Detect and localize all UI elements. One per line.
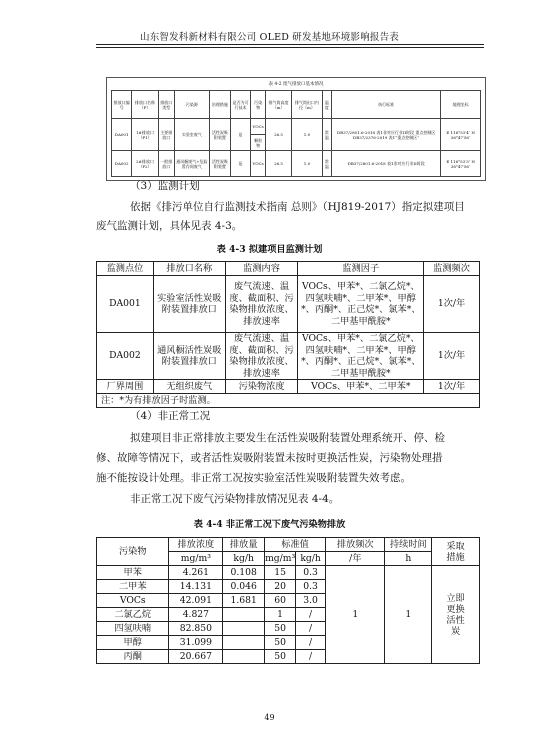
t42-header: 排放口名称（P） xyxy=(132,91,158,119)
t44-std-rate: 0.3 xyxy=(296,580,326,594)
t42-header: 排放口类型 xyxy=(158,91,174,119)
t44-conc: 14.131 xyxy=(169,580,223,594)
t44-std-rate: / xyxy=(296,608,326,622)
t43-cell: VOCs、甲苯*、二甲苯* xyxy=(298,380,424,394)
t44-unit-std-rate: kg/h xyxy=(296,552,326,566)
table-4-3-caption: 表 4-3 拟建项目监测计划 xyxy=(216,244,323,255)
t42-cell: 26.5 xyxy=(265,151,291,177)
header-rule-thin xyxy=(96,47,484,48)
t42-cell: 26.5 xyxy=(265,119,291,151)
t44-times: 1 xyxy=(326,566,385,664)
t42-cell: 1.0 xyxy=(292,151,323,177)
t42-cell: 常温 xyxy=(322,119,331,151)
t44-conc: 4.827 xyxy=(169,608,223,622)
t42-cell: 主要排放口 xyxy=(158,119,174,151)
t44-conc: 82.850 xyxy=(169,622,223,636)
t43-header: 监测点位 xyxy=(97,262,154,276)
t43-cell: VOCs、甲苯*、二氯乙烷*、四氢呋喃*、二甲苯*、甲醇*、丙酮*、正己烷*、氯苯*、二甲基甲酰胺* xyxy=(298,333,424,380)
t44-std-conc: 50 xyxy=(265,636,296,650)
table-4-2-image xyxy=(106,77,486,181)
t42-header: 地理坐标 xyxy=(441,91,481,119)
t44-header-pollutant: 污染物 xyxy=(97,538,169,566)
t42-cell: 一般排放口 xyxy=(158,151,174,177)
t44-rate xyxy=(223,608,265,622)
t44-std-rate: / xyxy=(296,622,326,636)
t42-cell: E 116°53′3″ N 36°47′56″ xyxy=(441,151,481,177)
t44-pollutant: VOCs xyxy=(97,594,169,608)
t42-cell: 活性炭吸附装置 xyxy=(210,151,231,177)
t44-std-rate: / xyxy=(296,636,326,650)
t43-cell: 无组织废气 xyxy=(153,380,225,394)
t43-header: 监测内容 xyxy=(225,262,298,276)
t44-std-conc: 50 xyxy=(265,622,296,636)
t42-header: 排气筒高度（m） xyxy=(265,91,291,119)
t44-header-measure: 采取措施 xyxy=(432,538,480,566)
t44-conc: 20.667 xyxy=(169,650,223,664)
t44-pollutant: 四氢呋喃 xyxy=(97,622,169,636)
t42-header: 执行标准 xyxy=(332,91,441,119)
t42-cell: 1#排放口（P1） xyxy=(132,119,158,151)
table-4-2-caption: 表 4-2 废气排放口基本情况 xyxy=(268,82,324,87)
t42-header: 污染源 xyxy=(174,91,209,119)
t44-std-conc: 1 xyxy=(265,608,296,622)
t43-cell: 废气流速、温度、截面积、污染物排放浓度、排放速率 xyxy=(225,333,298,380)
t44-pollutant: 二氯乙烷 xyxy=(97,608,169,622)
t44-unit-duration: h xyxy=(385,552,432,566)
t44-unit-conc: mg/m³ xyxy=(169,552,223,566)
t44-measure: 立即更换活性炭 xyxy=(432,566,480,664)
t43-cell: 1次/年 xyxy=(424,333,480,380)
t44-rate xyxy=(223,636,265,650)
t42-cell: DA001 xyxy=(112,119,132,151)
t42-cell: 通风橱废气+危险暂存间废气 xyxy=(174,151,209,177)
t42-header: 排气筒出口内径（m） xyxy=(292,91,323,119)
t44-pollutant: 二甲苯 xyxy=(97,580,169,594)
t42-header: 是否为可行技术 xyxy=(230,91,251,119)
section-4-para1-line1: 拟建项目非正常排放主要发生在活性炭吸附装置处理系统开、停、检 xyxy=(130,432,445,444)
t44-std-rate: / xyxy=(296,650,326,664)
t43-header: 监测因子 xyxy=(298,262,424,276)
t42-cell: 是 xyxy=(230,151,251,177)
t44-conc: 31.099 xyxy=(169,636,223,650)
t43-cell: 厂界周围 xyxy=(97,380,154,394)
t44-pollutant: 甲醇 xyxy=(97,636,169,650)
t44-duration: 1 xyxy=(385,566,432,664)
t42-header: 治理措施 xyxy=(210,91,231,119)
t42-cell: DB37/2801.6-2018 表1非对应行业II时段 xyxy=(332,151,441,177)
t44-rate: 1.681 xyxy=(223,594,265,608)
section-4-para1-line2: 修、故障等情况下，或者活性炭吸附装置未按时更换活性炭，污染物处理措 xyxy=(96,452,443,464)
t42-cell: 是 xyxy=(230,119,251,151)
t43-cell: DA002 xyxy=(97,333,154,380)
t44-header-duration: 持续时间 xyxy=(385,538,432,552)
t44-std-conc: 15 xyxy=(265,566,296,580)
t44-std-rate: 0.3 xyxy=(296,566,326,580)
t44-header-rate: 排放量 xyxy=(223,538,265,552)
t42-cell: 2#排放口（P2） xyxy=(132,151,158,177)
t44-std-rate: 3.0 xyxy=(296,594,326,608)
page-number: 49 xyxy=(264,713,275,722)
t43-cell: 1次/年 xyxy=(424,380,480,394)
t43-cell: DA001 xyxy=(97,276,154,333)
t42-cell: 实验室废气 xyxy=(174,119,209,151)
t43-cell: 1次/年 xyxy=(424,276,480,333)
table-4-3 xyxy=(96,261,480,408)
section-4-title: （4）非正常工况 xyxy=(130,410,211,422)
t44-header-times: 排放频次 xyxy=(326,538,385,552)
t42-cell: VOCs xyxy=(251,151,266,177)
table-4-2 xyxy=(111,90,481,177)
t42-cell: 颗粒物 xyxy=(251,135,266,151)
t43-cell: VOCs、甲苯*、二氯乙烷*、四氢呋喃*、二甲苯*、甲醇*、丙酮*、正己烷*、氯苯*、二甲基甲酰胺* xyxy=(298,276,424,333)
page-header: 山东智发科新材料有限公司 OLED 研发基地环境影响报告表 xyxy=(140,32,399,43)
t42-cell: E 116°53′4″ N 36°47′56″ xyxy=(441,119,481,151)
t44-rate: 0.108 xyxy=(223,566,265,580)
t42-cell: VOCs xyxy=(251,119,266,135)
t42-cell: 常温 xyxy=(322,151,331,177)
t42-cell: 活性炭吸附装置 xyxy=(210,119,231,151)
t42-header: 排放口编号 xyxy=(112,91,132,119)
t44-rate xyxy=(223,622,265,636)
t43-cell: 通风橱活性炭吸附装置排放口 xyxy=(153,333,225,380)
t43-header: 排放口名称 xyxy=(153,262,225,276)
t42-header: 污染物 xyxy=(251,91,266,119)
t44-header-conc: 排放浓度 xyxy=(169,538,223,552)
section-4-para2: 非正常工况下废气污染物排放情况见表 4-4。 xyxy=(130,493,340,505)
t43-cell: 实验室活性炭吸附装置排放口 xyxy=(153,276,225,333)
t44-header-std: 标准值 xyxy=(265,538,326,552)
t42-header: 温度 xyxy=(322,91,331,119)
header-rule xyxy=(96,44,484,45)
t44-rate xyxy=(223,650,265,664)
t44-std-conc: 50 xyxy=(265,650,296,664)
t44-unit-std-conc: mg/m³ xyxy=(265,553,296,564)
section-4-para1-line3: 施不能按设计处理。非正常工况按实验室活性炭吸附装置失效考虑。 xyxy=(96,472,411,484)
section-3-para-line2: 废气监测计划，具体见表 4-3。 xyxy=(96,220,243,232)
table-4-4 xyxy=(96,537,480,664)
t43-header: 监测频次 xyxy=(424,262,480,276)
t44-std-conc: 60 xyxy=(265,594,296,608)
t44-rate: 0.046 xyxy=(223,580,265,594)
t44-std-conc: 20 xyxy=(265,580,296,594)
t44-conc: 42.091 xyxy=(169,594,223,608)
t42-cell: DB37/2801.6-2018 表1非对应行业II时段 重点控制区 DB37/2376-2019 表1“重点控制区” xyxy=(332,119,441,151)
section-3-para-line1: 依据《排污单位自行监测技术指南 总则》（HJ819-2017）指定拟建项目 xyxy=(130,201,465,213)
t43-note: 注：*为有排放因子时监测。 xyxy=(97,394,480,408)
t42-cell: DA002 xyxy=(112,151,132,177)
table-4-4-caption: 表 4-4 非正常工况下废气污染物排放 xyxy=(193,519,346,530)
t44-conc: 4.261 xyxy=(169,566,223,580)
t42-cell: 1.0 xyxy=(292,119,323,151)
t43-cell: 废气流速、温度、截面积、污染物排放浓度、排放速率 xyxy=(225,276,298,333)
t43-cell: 污染物浓度 xyxy=(225,380,298,394)
t44-unit-times: /年 xyxy=(326,552,385,566)
t44-unit-rate: kg/h xyxy=(223,552,265,566)
section-3-title: （3）监测计划 xyxy=(130,180,200,192)
t44-pollutant: 丙酮 xyxy=(97,650,169,664)
t44-pollutant: 甲苯 xyxy=(97,566,169,580)
